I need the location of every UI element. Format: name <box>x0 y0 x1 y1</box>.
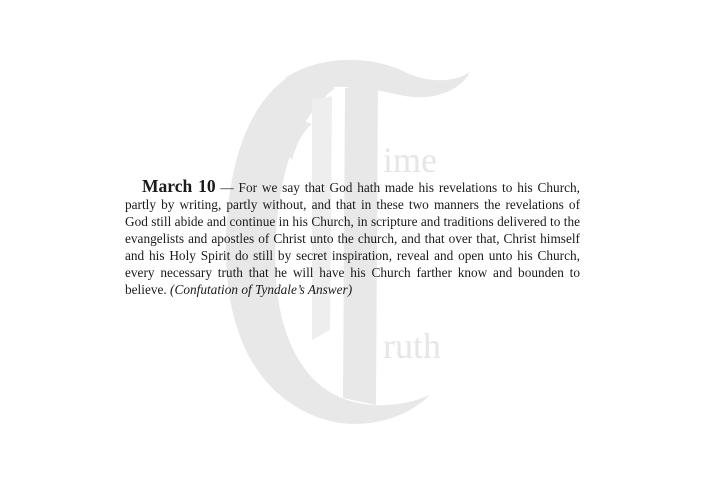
quote-entry <box>125 178 580 298</box>
entry-source: (Confutation of Tyndale’s Answer) <box>170 282 353 297</box>
entry-dash: — <box>215 180 239 195</box>
entry-quote-text: For we say that God hath made his revelations to his Church, partly by writing, partly without, and that in these two manners the revelations of God still abide and continue in his Church, in scripture and traditions delivered to the evangelists and apostles of Christ unto the church, and that over that, Christ himself and his Holy Spirit do still by secret inspiration, reveal and open unto his Church, every necessary truth that he will have his Church farther know and bounden to believe. <box>125 180 580 297</box>
entry-date: March 10 <box>142 176 216 196</box>
watermark-word-time: ime <box>383 140 437 180</box>
watermark-word-truth: ruth <box>383 326 441 366</box>
